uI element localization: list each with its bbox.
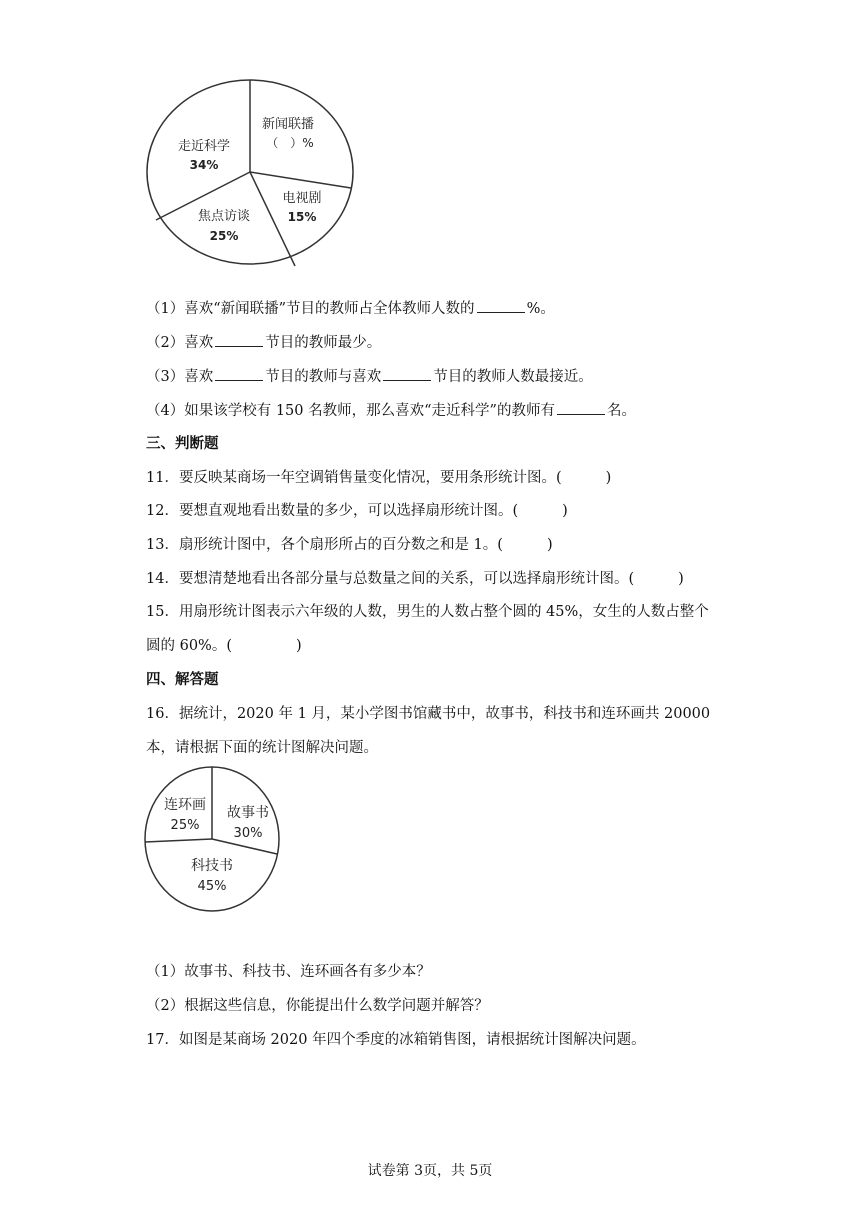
book-collection-pie-chart	[140, 762, 285, 917]
slice-label: 焦点访谈	[197, 209, 251, 224]
q10-sub3: （3）喜欢 节目的教师与喜欢 节目的教师人数最接近。	[146, 366, 593, 387]
question-15-cont: 圆的 60%。( )	[146, 638, 302, 654]
section-heading: 三、判断题	[146, 435, 219, 452]
slice-value: 45%	[197, 879, 227, 894]
page-footer: 试卷第 3页，共 5页	[367, 1163, 493, 1179]
pie-divider	[212, 839, 277, 854]
slice-label: 电视剧	[282, 191, 322, 206]
answer-blank[interactable]	[383, 366, 431, 381]
question-13: 13．扇形统计图中，各个扇形所占的百分数之和是 1。( )	[146, 537, 553, 553]
slice-label: 新闻联播	[261, 117, 315, 132]
answer-blank[interactable]	[557, 400, 605, 415]
answer-blank[interactable]	[215, 366, 263, 381]
question-14: 14．要想清楚地看出各部分量与总数量之间的关系，可以选择扇形统计图。( )	[146, 571, 684, 587]
slice-value: 15%	[287, 210, 317, 224]
q10-sub4: （4）如果该学校有 150 名教师，那么喜欢“走近科学”的教师有 名。	[146, 400, 636, 421]
tv-program-pie-chart	[140, 78, 365, 273]
question-16-sub1: （1）故事书、科技书、连环画各有多少本？	[146, 964, 431, 980]
slice-value: 25%	[170, 818, 200, 833]
answer-blank[interactable]	[215, 332, 263, 347]
slice-value: 25%	[209, 229, 239, 243]
question-11: 11．要反映某商场一年空调销售量变化情况，要用条形统计图。( )	[146, 470, 612, 486]
slice-label: 故事书	[227, 805, 269, 821]
pie-divider	[145, 839, 212, 842]
question-15: 15．用扇形统计图表示六年级的人数，男生的人数占整个圆的 45%，女生的人数占整个	[146, 604, 709, 620]
question-16-sub2: （2）根据这些信息，你能提出什么数学问题并解答？	[146, 998, 489, 1014]
question-12: 12．要想直观地看出数量的多少，可以选择扇形统计图。( )	[146, 503, 568, 519]
q10-sub2: （2）喜欢 节目的教师最少。	[146, 332, 381, 353]
slice-value: （ ）%	[266, 136, 314, 150]
slice-label: 科技书	[191, 858, 233, 874]
section-heading: 四、解答题	[146, 671, 219, 688]
slice-label: 走近科学	[177, 139, 231, 154]
pie-divider	[250, 172, 351, 188]
question-17: 17．如图是某商场 2020 年四个季度的冰箱销售图，请根据统计图解决问题。	[146, 1032, 646, 1048]
slice-value: 34%	[189, 158, 219, 172]
q10-sub1: （1）喜欢“新闻联播”节目的教师占全体教师人数的 %。	[146, 298, 555, 319]
slice-label: 连环画	[164, 797, 206, 813]
question-16-cont: 本，请根据下面的统计图解决问题。	[146, 740, 378, 756]
slice-value: 30%	[233, 826, 263, 841]
answer-blank[interactable]	[477, 298, 525, 313]
question-16: 16．据统计，2020 年 1 月，某小学图书馆藏书中，故事书，科技书和连环画共 20000	[146, 706, 711, 722]
